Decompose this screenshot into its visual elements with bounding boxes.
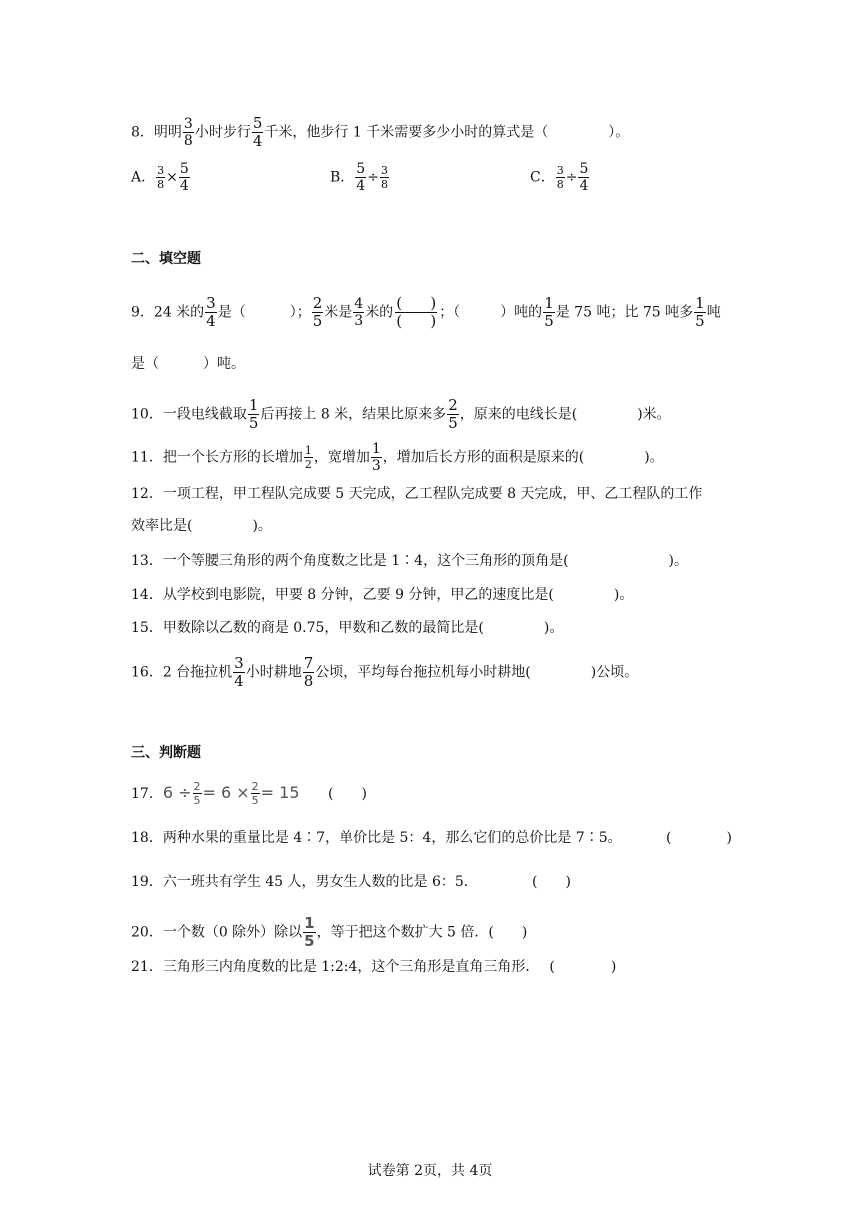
question-14: 14．从学校到电影院，甲要 8 分钟，乙要 9 分钟，甲乙的速度比是( )。 bbox=[131, 587, 634, 603]
question-8: 8．明明 $\frac{3}{8}$ 小时步行 $\frac{5}{4}$ 千米，他步行 1 千米需要多少小时的算式是（ ）。 bbox=[131, 114, 630, 150]
question-20: 20．一个数（0 除外）除以 $\frac{1}{5}$ ，等于把这个数扩大 5 倍．( ) bbox=[131, 914, 528, 950]
page-footer: 试卷第 2页，共 4页 bbox=[367, 1163, 493, 1179]
q8-stem-a: 8．明明 bbox=[131, 124, 182, 141]
question-11: 11．把一个长方形的长增加 $\frac{1}{2}$ ，宽增加 $\frac{1}{3}$ ，增加后长方形的面积是原来的( )。 bbox=[131, 441, 664, 474]
q8-option-a[interactable]: A． $\frac{3}{8}$ × $\frac{5}{4}$ bbox=[131, 161, 189, 194]
answer-paren[interactable]: ( ) bbox=[549, 959, 617, 975]
section-fill-in-heading: 二、填空题 bbox=[131, 251, 201, 267]
answer-paren[interactable]: ( ) bbox=[666, 830, 732, 846]
fraction: $\frac{5}{4}$ bbox=[252, 114, 263, 150]
question-15: 15．甲数除以乙数的商是 0.75，甲数和乙数的最简比是( )。 bbox=[131, 620, 564, 636]
question-10: 10．一段电线截取 $\frac{1}{5}$ 后再接上 8 米，结果比原来多 $\frac{2}{5}$ ，原来的电线长是( )米。 bbox=[131, 396, 671, 432]
section-judgment-heading: 三、判断题 bbox=[131, 745, 201, 761]
answer-paren[interactable]: ( ) bbox=[327, 786, 367, 802]
question-21: 21．三角形三内角度数的比是 1:2:4，这个三角形是直角三角形． ( ) bbox=[131, 959, 617, 975]
fraction: $\frac{3}{8}$ bbox=[183, 116, 193, 149]
question-18: 18．两种水果的重量比是 4∶7，单价比是 5：4，那么它们的总价比是 7∶5。 bbox=[131, 830, 622, 846]
blank-fraction[interactable]: ( ) ( ) bbox=[396, 294, 437, 330]
answer-paren[interactable]: ( ) bbox=[532, 874, 571, 890]
question-12: 12．一项工程，甲工程队完成要 5 天完成，乙工程队完成要 8 天完成，甲、乙工程队的工作 bbox=[131, 486, 703, 502]
question-9-line2: 是（ ）吨。 bbox=[131, 356, 245, 372]
question-19: 19．六一班共有学生 45 人，男女生人数的比是 6：5． bbox=[131, 874, 478, 890]
question-17: 17．6 ÷ $\frac{2}{5}$ = 6 × $\frac{2}{5}$ = 15 ( ) bbox=[131, 780, 367, 807]
q8-option-b[interactable]: B． $\frac{5}{4}$ ÷ $\frac{3}{8}$ bbox=[330, 161, 388, 194]
question-13: 13．一个等腰三角形的两个角度数之比是 1∶4，这个三角形的顶角是( )。 bbox=[131, 553, 689, 569]
question-16: 16．2 台拖拉机 $\frac{3}{4}$ 小时耕地 $\frac{7}{8}$ 公顷，平均每台拖拉机每小时耕地( )公顷。 bbox=[131, 654, 639, 690]
question-9: 9．24 米的 $\frac{3}{4}$ 是（ ）； $\frac{2}{5}$ 米是 $\frac{4}{3}$ 米的 ( ) ( ) ；（ ）吨的 $\frac{1}{5}$ 是 75 吨；比 75 吨多 $\frac{1}{5}$ 吨 bbox=[131, 294, 721, 330]
question-12-line2: 效率比是( )。 bbox=[131, 518, 272, 534]
q8-option-c[interactable]: C． $\frac{3}{8}$ ÷ $\frac{5}{4}$ bbox=[530, 161, 589, 194]
